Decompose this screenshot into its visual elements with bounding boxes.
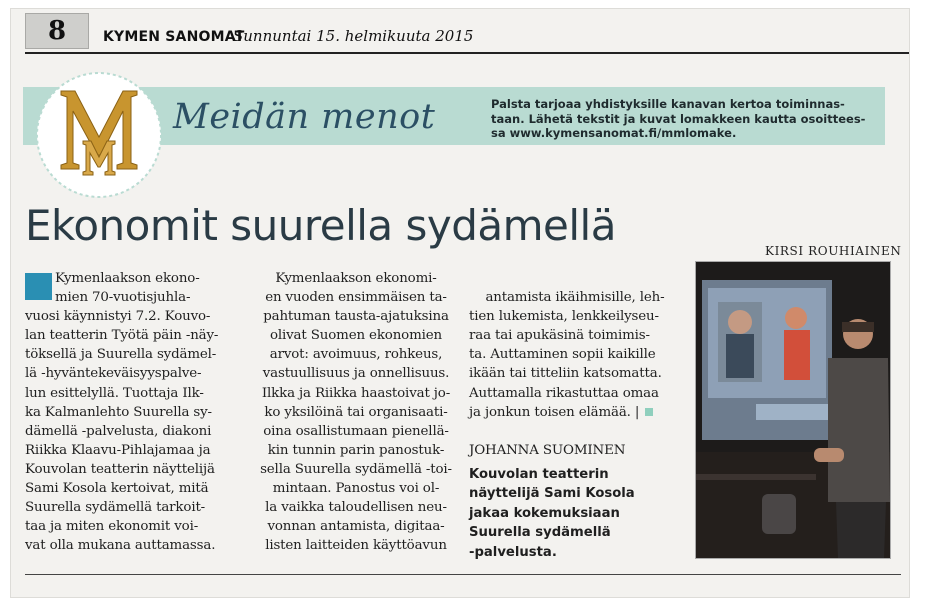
article-lead-text: Kymenlaakson ekono- mien 70-vuotisjuhla-: [55, 271, 200, 306]
page-number: 8: [25, 13, 89, 49]
bottom-rule: [25, 574, 901, 575]
paragraph-start-mark: [25, 273, 52, 300]
end-mark: [645, 408, 653, 416]
column-info-line: taan. Lähetä tekstit ja kuvat lomakkeen kautta osoittees-: [491, 111, 866, 126]
column-title: Meidän menot: [173, 97, 436, 137]
column-info-line: Palsta tarjoaa yhdistyksille kanavan kertoa toiminnas-: [491, 97, 845, 111]
photo-credit: KIRSI ROUHIAINEN: [765, 244, 902, 258]
newspaper-page: [10, 8, 910, 598]
column-info: [491, 97, 883, 141]
speaker-photo: [695, 261, 891, 559]
article-column-3-text: antamista ikäihmisille, leh- tien lukemista, lenkkeilyseu- raa tai apukäsinä toimimis- ta. Auttaminen sopii kaikille ikään tai titteliin katsomatta. Auttamalla rikastuttaa omaa ja jonkun toisen elämää. |: [469, 290, 665, 420]
photo-caption: Kouvolan teatterin näyttelijä Sami Kosola jakaa kokemuksiaan Suurella sydämellä -palvelusta.: [469, 467, 635, 560]
article-column-1: vuosi käynnistyi 7.2. Kouvo- lan teatterin Työtä päin -näy- töksellä ja Suurella sydämel- lä -hyväntekeväisyyspalve- lun esittelyllä. Tuottaja Ilk- ka Kalmanlehto Suurella sy- dämellä -palvelusta, diakoni Riikka Klaavu-Pihlajamaa ja Kouvolan teatterin näyttelijä Sami Kosola kertoivat, mitä Suurella sydämellä tarkoit- taa ja miten ekonomit voi- vat olla mukana auttamassa.: [25, 309, 219, 554]
column-info-line: sa www.kymensanomat.fi/mmlomake.: [491, 126, 737, 140]
article-author: JOHANNA SUOMINEN: [469, 442, 626, 458]
meidan-menot-logo: [35, 71, 163, 199]
article-column-2: Kymenlaakson ekonomi- en vuoden ensimmäisen ta- pahtuman tausta-ajatuksina olivat Suomen ekonomien arvot: avoimuus, rohkeus, vastuullisuus ja onnellisuus. Ilkka ja Riikka haastoivat jo- ko yksilöinä tai organisaati- oina osallistumaan pienellä- kin tunnin parin panostuk- sella Suurella sydämellä -toi- mintaan. Panostus voi ol- la vaikka taloudellisen neu- vonnan antamista, digitaa- listen laitteiden käyttöavun: [260, 271, 452, 554]
article-headline: Ekonomit suurella sydämellä: [25, 201, 616, 250]
newspaper-name: KYMEN SANOMAT: [103, 29, 245, 45]
header-rule: [25, 52, 909, 54]
article-column-3: [469, 269, 685, 498]
issue-date: Sunnuntai 15. helmikuuta 2015: [233, 27, 474, 45]
